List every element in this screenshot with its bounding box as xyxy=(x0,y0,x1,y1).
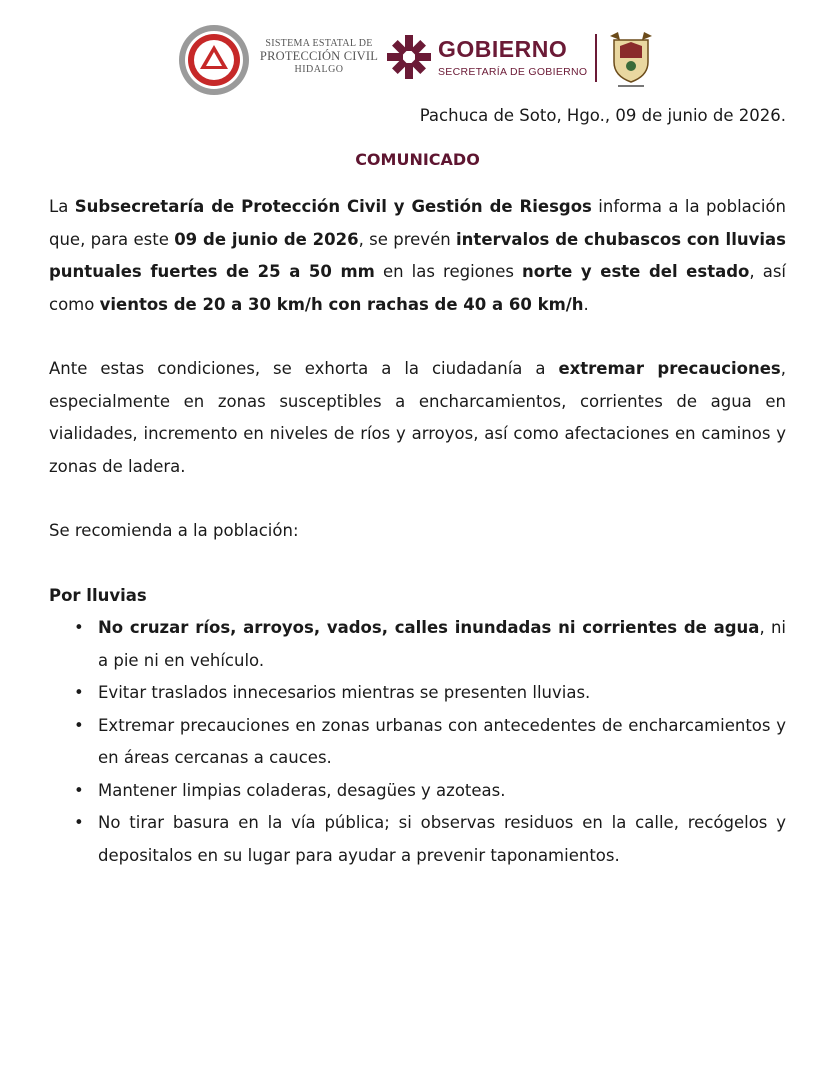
list-item-bold: No cruzar ríos, arroyos, vados, calles inundadas ni corrientes de agua xyxy=(98,618,760,637)
list-item-text: Evitar traslados innecesarios mientras se presenten lluvias. xyxy=(98,683,591,702)
p1-bold-agency: Subsecretaría de Protección Civil y Gestión de Riesgos xyxy=(74,197,592,216)
p1-bold-rain: intervalos de chubascos con lluvias puntuales fuertes de 25 a 50 mm xyxy=(49,229,786,281)
gobierno-subtitle: SECRETARÍA DE GOBIERNO xyxy=(438,66,588,78)
bullet-icon: • xyxy=(74,683,84,702)
p1-bold-date: 09 de junio de 2026 xyxy=(174,229,359,249)
paragraph-forecast xyxy=(49,191,786,321)
section-heading: Por lluvias xyxy=(49,586,147,605)
bullet-icon: • xyxy=(74,715,84,735)
pc-line-3: HIDALGO xyxy=(294,64,344,75)
list-item xyxy=(49,677,786,710)
date-line: Pachuca de Soto, Hgo., 09 de junio de 2026. xyxy=(419,106,786,125)
p1-text-i: , así como xyxy=(49,262,786,314)
p1-bold-winds: vientos de 20 a 30 km/h con rachas de 40 a 60 km/h xyxy=(99,294,584,314)
pc-line-2: PROTECCIÓN CIVIL xyxy=(259,49,379,63)
list-item xyxy=(49,612,786,677)
p2-text-a: Ante estas condiciones, se exhorta a la ciudadanía a xyxy=(49,359,559,378)
p1-text-e: , se prevén xyxy=(358,229,457,249)
recommendation-list xyxy=(49,612,786,872)
bullet-icon: • xyxy=(74,618,84,637)
list-item xyxy=(49,775,786,808)
hidalgo-shield-icon xyxy=(606,30,656,90)
p1-text-c: informa a la población que, para este xyxy=(49,197,786,249)
proteccion-civil-seal-icon xyxy=(176,22,252,98)
header-logos xyxy=(176,22,656,98)
proteccion-civil-wordmark xyxy=(258,38,380,75)
list-item-text: No tirar basura en la vía pública; si observas residuos en la calle, recógelos y depositalos en su lugar para ayudar a prevenir taponamientos. xyxy=(98,813,786,865)
header-divider xyxy=(595,34,597,82)
bullet-icon: • xyxy=(74,813,84,832)
bullet-icon: • xyxy=(74,780,84,800)
paragraph-precautions xyxy=(49,353,786,483)
list-item-text: , ni a pie ni en vehículo. xyxy=(98,618,786,670)
list-item-text: Extremar precauciones en zonas urbanas con antecedentes de encharcamientos y en áreas cercanas a cauces. xyxy=(98,715,786,767)
p2-text-c: , especialmente en zonas susceptibles a encharcamientos, corrientes de agua en vialidades, incremento en niveles de ríos y arroyos, así como afectaciones en caminos y zonas de ladera. xyxy=(49,359,786,476)
paragraph-recommendation: Se recomienda a la población: xyxy=(49,521,299,540)
p1-text-g: en las regiones xyxy=(374,262,523,281)
p1-text-k: . xyxy=(583,294,589,314)
list-item xyxy=(49,710,786,775)
gobierno-star-icon xyxy=(386,34,432,80)
p1-text-a: La xyxy=(49,197,75,216)
list-item-text: Mantener limpias coladeras, desagües y azoteas. xyxy=(98,780,506,800)
list-item xyxy=(49,807,786,872)
p1-bold-regions: norte y este del estado xyxy=(522,262,750,281)
document-title: COMUNICADO xyxy=(355,150,480,169)
pc-line-1: SISTEMA ESTATAL DE xyxy=(265,38,373,49)
gobierno-title: GOBIERNO xyxy=(438,36,568,62)
p2-bold: extremar precauciones xyxy=(558,359,781,378)
